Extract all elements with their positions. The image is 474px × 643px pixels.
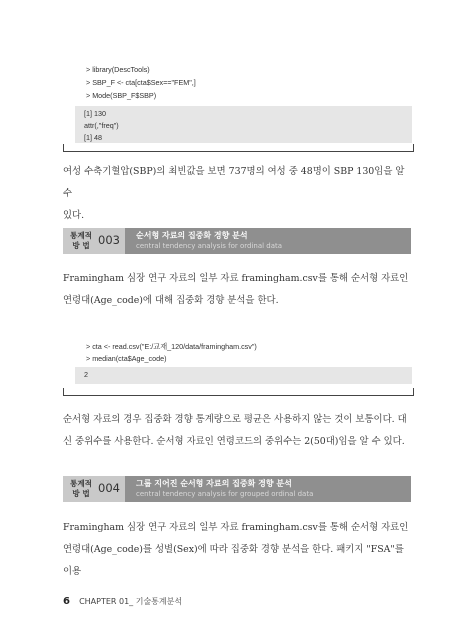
method-header-003 [63, 228, 411, 254]
body-paragraph-3 [63, 409, 413, 453]
paragraph-line: Framingham 심장 연구 자료의 일부 자료 framingham.csv를 통해 순서형 자료인 [63, 522, 409, 533]
code-output-2 [75, 367, 412, 384]
paragraph-line: 순서형 자료의 경우 집중화 경향 통계량으로 평균은 사용하지 않는 것이 보통이다. 대 [63, 414, 407, 425]
method-badge-label: 통계적 방 법 [70, 479, 93, 498]
page-footer [63, 589, 182, 608]
code-block-bracket [63, 388, 414, 396]
method-subtitle: central tendency analysis for ordinal data [136, 242, 283, 250]
code-line: > Mode(SBP_F$SBP) [86, 91, 157, 100]
paragraph-line: 여성 수축기혈압(SBP)의 최빈값을 보면 737명의 여성 중 48명이 SBP 130임을 알 수 [63, 166, 405, 199]
method-header-004 [63, 476, 411, 502]
method-title: 순서형 자료의 집중화 경향 분석 [136, 231, 248, 240]
page-number: 6 [63, 596, 70, 607]
method-title-bar [125, 476, 411, 502]
code-block-2 [63, 330, 412, 400]
method-number: 003 [98, 233, 120, 247]
output-line: attr(,"freq") [84, 121, 119, 130]
method-badge-label: 통계적 방 법 [70, 231, 93, 250]
paragraph-line: 연령대(Age_code)에 대해 집중화 경향 분석을 한다. [63, 295, 279, 306]
method-number: 004 [98, 481, 120, 495]
method-title: 그룹 지어진 순서형 자료의 집중화 경향 분석 [136, 479, 292, 488]
paragraph-line: 연령대(Age_code)를 성별(Sex)에 따라 집중화 경향 분석을 한다. 패키지 "FSA"를 이용 [63, 544, 404, 577]
method-badge [63, 476, 125, 502]
paragraph-line: 신 중위수를 사용한다. 순서형 자료인 연령코드의 중위수는 2(50대)임을 알 수 있다. [63, 436, 405, 447]
paragraph-line: Framingham 심장 연구 자료의 일부 자료 framingham.csv를 통해 순서형 자료인 [63, 273, 409, 284]
code-line: > median(cta$Age_code) [86, 354, 167, 363]
code-line: > SBP_F <- cta[cta$Sex=="FEM",] [86, 78, 196, 87]
method-badge [63, 228, 125, 254]
output-line: [1] 48 [84, 133, 102, 142]
paragraph-line: 있다. [63, 210, 85, 221]
body-paragraph-2 [63, 268, 413, 312]
output-line: [1] 130 [84, 109, 106, 118]
chapter-title: CHAPTER 01_ 기술통계분석 [79, 597, 183, 606]
method-title-bar [125, 228, 411, 254]
code-line: > library(DescTools) [86, 65, 150, 74]
code-output-1 [75, 106, 412, 143]
output-line: 2 [84, 370, 88, 379]
code-block-bracket [63, 144, 414, 152]
code-line: > cta <- read.csv("E:/교재_120/data/framingham.csv") [86, 342, 257, 351]
body-paragraph-4 [63, 517, 413, 583]
method-subtitle: central tendency analysis for grouped ordinal data [136, 490, 314, 498]
code-block-1 [63, 55, 412, 155]
body-paragraph-1 [63, 161, 413, 227]
